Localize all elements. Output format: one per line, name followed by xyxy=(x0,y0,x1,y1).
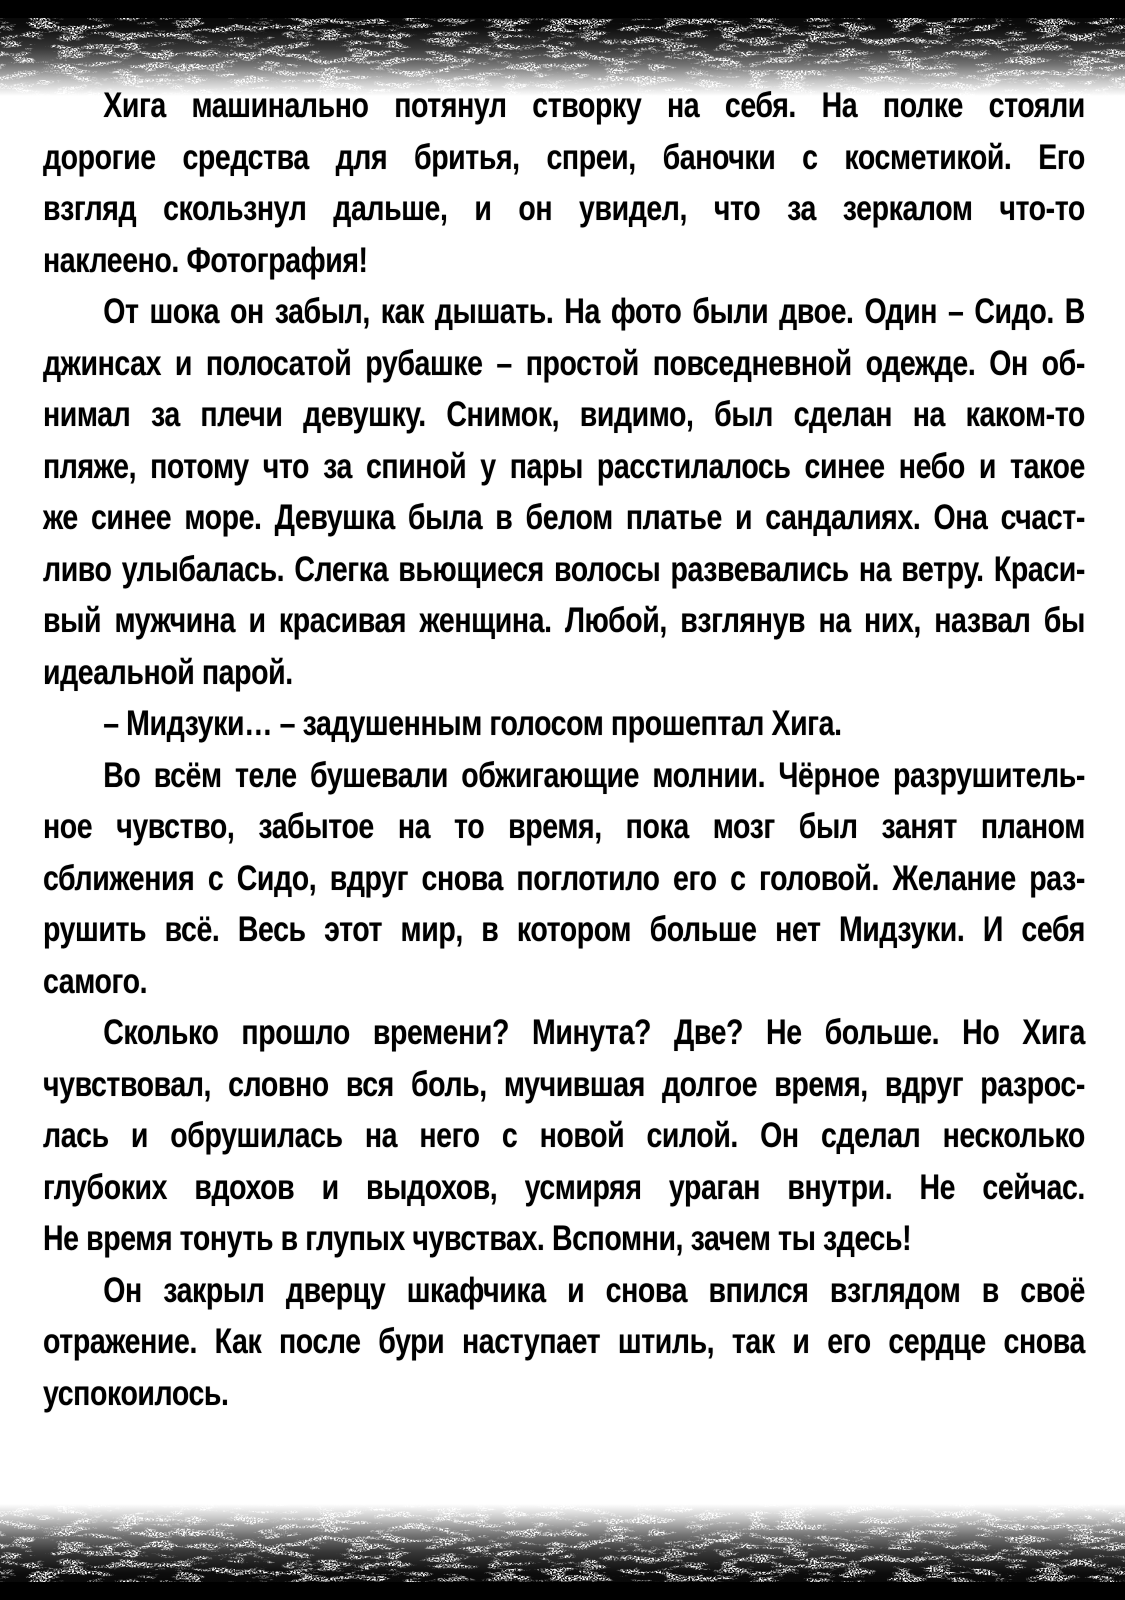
text-line: чувствовал, словно вся боль, мучившая долгое время, вдруг разрос- xyxy=(43,1064,1085,1104)
text-line: рушить всё. Весь этот мир, в котором больше нет Мидзуки. И себя xyxy=(43,910,1085,949)
text-line: дорогие средства для бритья, спреи, баночки с косметикой. Его xyxy=(43,137,1085,177)
text-line: отражение. Как после бури наступает штиль, так и его сердце снова xyxy=(43,1322,1085,1361)
text-line: От шока он забыл, как дышать. На фото были двое. Один – Сидо. В xyxy=(103,292,1085,331)
text-line: Хига машинально потянул створку на себя. На полке стояли xyxy=(103,86,1085,125)
grunge-border-bottom xyxy=(0,1504,1125,1600)
text-line: Он закрыл дверцу шкафчика и снова впился взглядом в своё xyxy=(103,1270,1085,1310)
paragraph xyxy=(43,750,1085,1008)
text-line: сближения с Сидо, вдруг снова поглотило его с головой. Желание раз- xyxy=(43,858,1085,898)
text-line: Не время тонуть в глупых чувствах. Вспомни, зачем ты здесь! xyxy=(43,1219,912,1258)
text-line: же синее море. Девушка была в белом платье и сандалиях. Она счаст- xyxy=(43,498,1085,537)
text-line: самого. xyxy=(43,961,148,1001)
text-line: глубоких вдохов и выдохов, усмиряя ураган внутри. Не сейчас. xyxy=(43,1167,1085,1207)
text-line: наклеено. Фотография! xyxy=(43,240,368,280)
paragraph xyxy=(43,286,1085,698)
text-line: успокоилось. xyxy=(43,1373,229,1413)
text-content xyxy=(43,80,1085,1419)
text-line: ливо улыбалась. Слегка вьющиеся волосы развевались на ветру. Краси- xyxy=(43,549,1085,589)
text-line: Во всём теле бушевали обжигающие молнии. Чёрное разрушитель- xyxy=(103,755,1085,795)
text-line: джинсах и полосатой рубашке – простой повседневной одежде. Он об- xyxy=(43,343,1085,383)
paragraph xyxy=(43,1007,1085,1265)
text-line: ное чувство, забытое на то время, пока мозг был занят планом xyxy=(43,807,1085,846)
text-line: Сколько прошло времени? Минута? Две? Не больше. Но Хига xyxy=(103,1013,1085,1052)
text-line: нимал за плечи девушку. Снимок, видимо, был сделан на каком-то xyxy=(43,395,1085,434)
text-line: вый мужчина и красивая женщина. Любой, взглянув на них, назвал бы xyxy=(43,601,1085,640)
text-line: взгляд скользнул дальше, и он увидел, что за зеркалом что-то xyxy=(43,189,1085,228)
paragraph xyxy=(43,1265,1085,1420)
text-line: пляже, потому что за спиной у пары расстилалось синее небо и такое xyxy=(43,446,1085,486)
text-line: – Мидзуки… – задушенным голосом прошептал Хига. xyxy=(103,704,842,743)
paragraph xyxy=(43,80,1085,286)
text-line: лась и обрушилась на него с новой силой. Он сделал несколько xyxy=(43,1116,1085,1155)
paragraph xyxy=(43,698,1085,750)
text-line: идеальной парой. xyxy=(43,652,293,692)
